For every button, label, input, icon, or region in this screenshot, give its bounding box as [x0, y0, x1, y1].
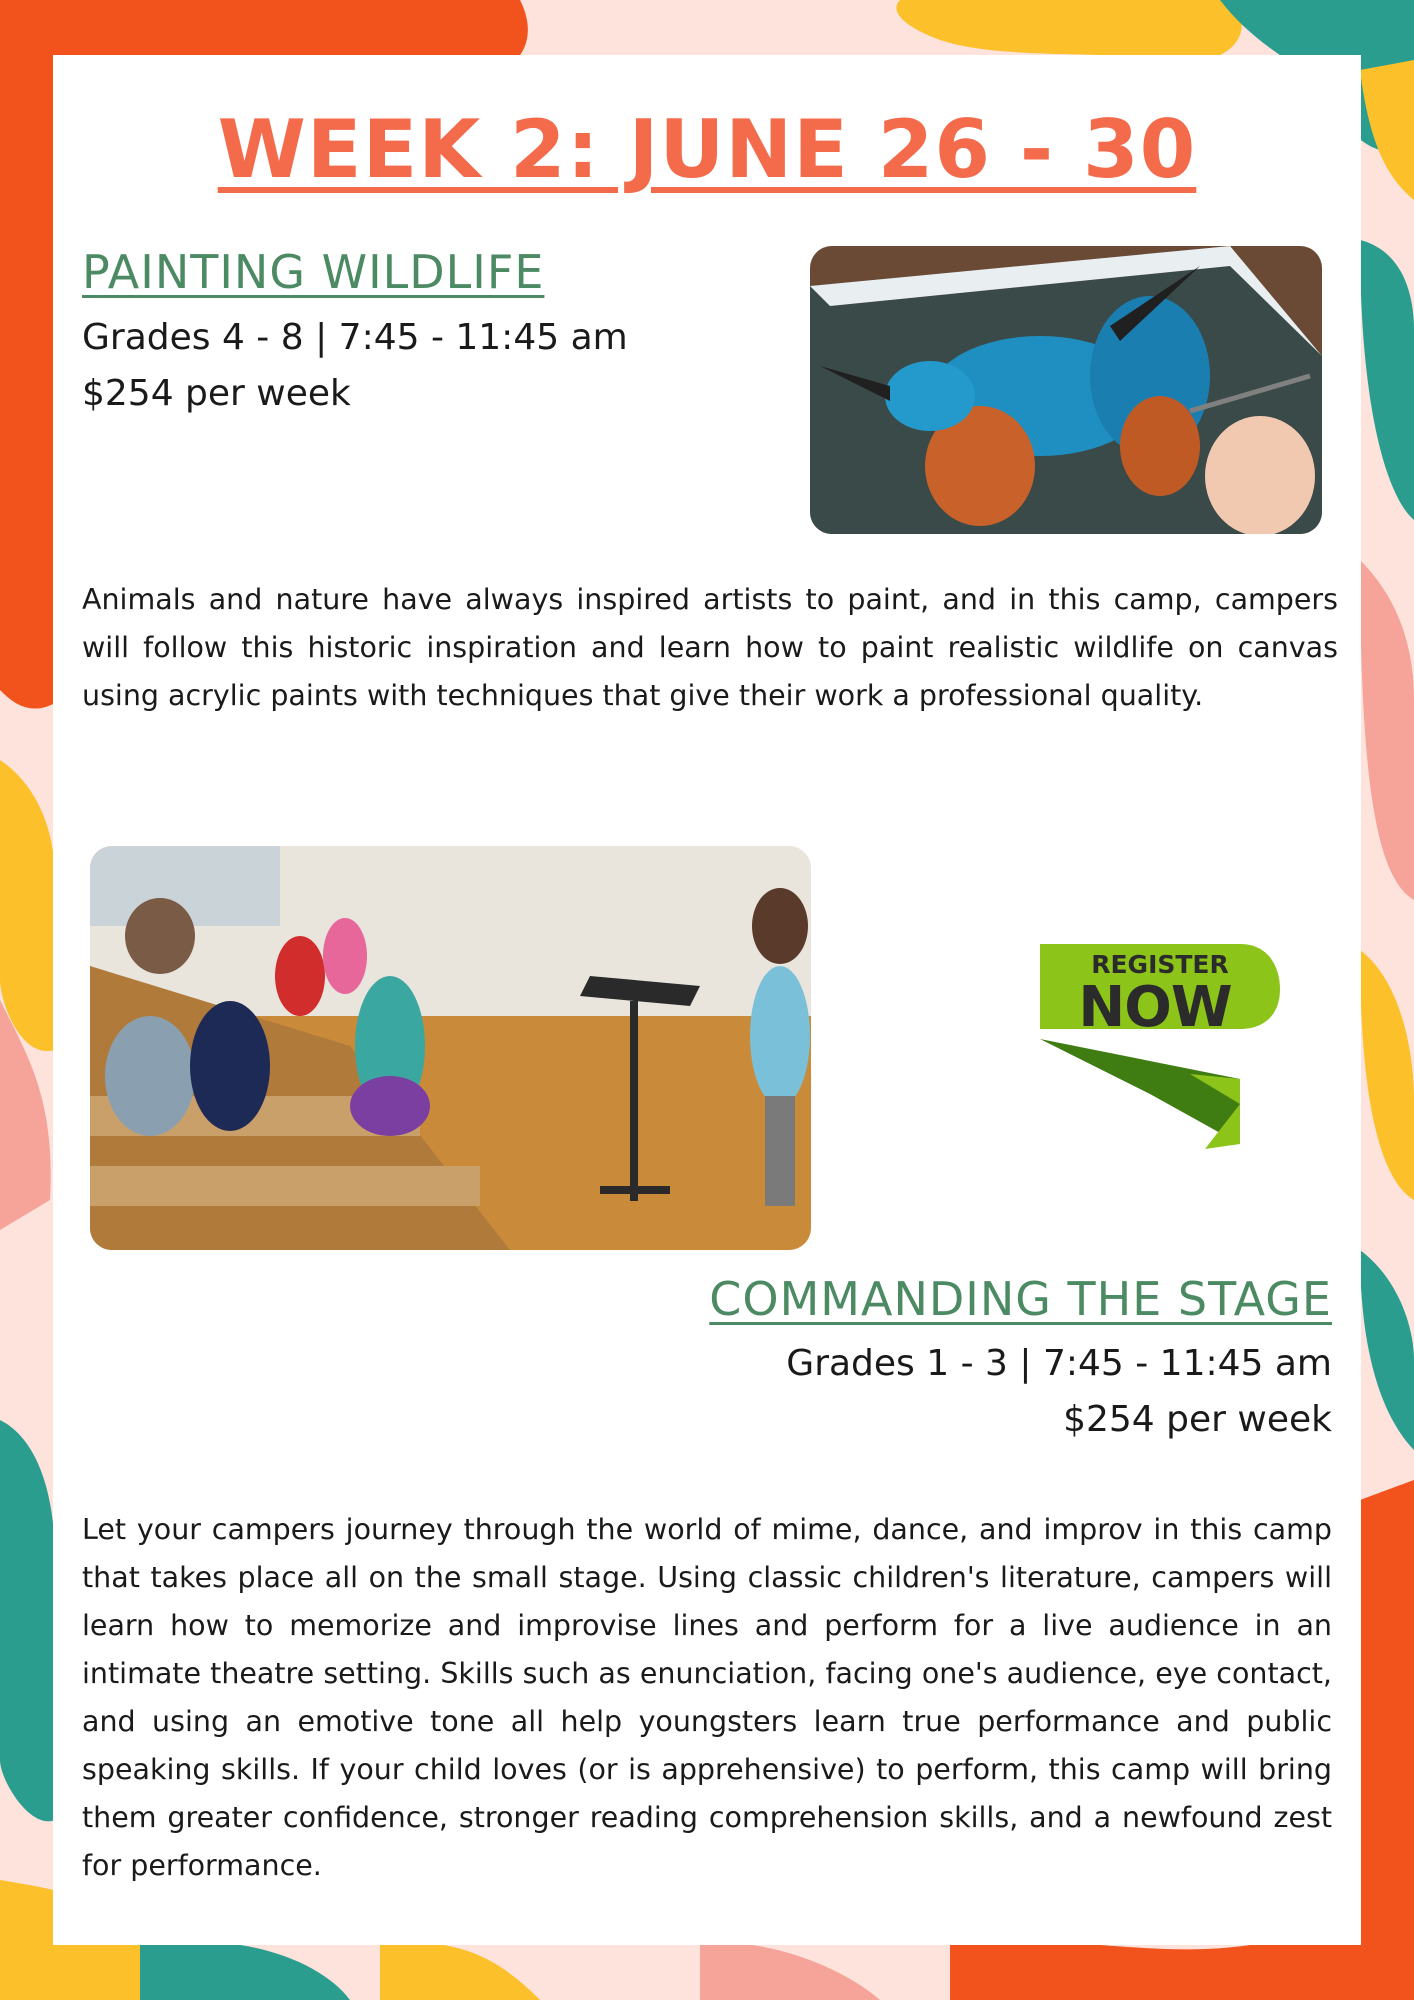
camp-price: $254 per week: [1063, 1399, 1332, 1440]
kingfisher-painting-photo: [810, 246, 1322, 534]
camp-title: COMMANDING THE STAGE: [709, 1272, 1332, 1326]
kids-on-stage-photo: [90, 846, 811, 1250]
camp-price: $254 per week: [82, 373, 351, 414]
register-line2: NOW: [1078, 975, 1232, 1040]
register-label: [1040, 950, 1280, 1040]
page-title: WEEK 2: JUNE 26 - 30: [217, 103, 1197, 196]
camp-title: PAINTING WILDLIFE: [82, 245, 545, 299]
camp-description: Animals and nature have always inspired artists to paint, and in this camp, campers will follow this historic inspiration and learn how to paint realistic wildlife on canvas using acrylic paints with techniques that give their work a professional quality.: [82, 583, 1338, 712]
register-now-button[interactable]: [1040, 944, 1280, 1149]
camp-grades-time: Grades 4 - 8 | 7:45 - 11:45 am: [82, 317, 628, 358]
camp-grades-time: Grades 1 - 3 | 7:45 - 11:45 am: [786, 1343, 1332, 1384]
register-line1: REGISTER: [1091, 950, 1229, 979]
camp-description: Let your campers journey through the world of mime, dance, and improv in this camp that takes place all on the small stage. Using classic children's literature, campers will learn how to memorize and improvise lines and perform for a live audience in an intimate theatre setting. Skills such as enunciation, facing one's audience, eye contact, and using an emotive tone all help youngsters learn true performance and public speaking skills. If your child loves (or is apprehensive) to perform, this camp will bring them greater confidence, stronger reading comprehension skills, and a newfound zest for performance.: [82, 1513, 1332, 1882]
